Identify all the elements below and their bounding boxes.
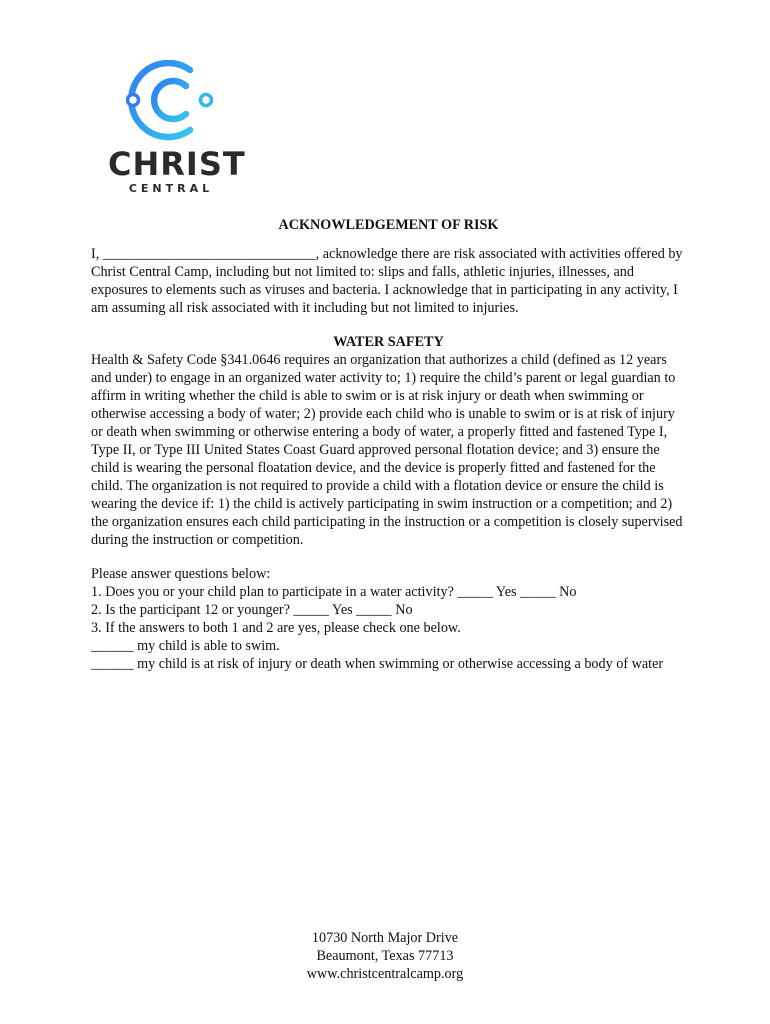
footer-address-line1: 10730 North Major Drive <box>311 930 459 946</box>
document-body <box>91 216 686 673</box>
footer <box>0 929 770 983</box>
logo-c-icon <box>126 60 216 144</box>
logo-name: CHRIST <box>108 145 246 183</box>
option-able-to-swim: ______ my child is able to swim. <box>91 638 280 654</box>
logo <box>108 60 246 198</box>
logo-subname: CENTRAL <box>128 182 214 195</box>
option-at-risk: ______ my child is at risk of injury or death when swimming or otherwise accessing a body of water <box>91 656 664 672</box>
ack-paragraph: I, ______________________________, acknowledge there are risk associated with activities offered by Christ Central Camp, including but not limited to: slips and falls, athletic injuries, illnesses, and exposures to elements such as viruses and bacteria. I acknowledge that in participating in any activity, I am assuming all risk associated with it including but not limited to injuries. <box>91 246 683 316</box>
questions-intro: Please answer questions below: <box>91 566 271 582</box>
ack-title: ACKNOWLEDGEMENT OF RISK <box>278 217 499 233</box>
footer-address-line2: Beaumont, Texas 77713 <box>316 948 454 964</box>
question-1: 1. Does you or your child plan to participate in a water activity? _____ Yes _____ No <box>91 584 577 600</box>
question-3: 3. If the answers to both 1 and 2 are yes, please check one below. <box>91 620 461 636</box>
footer-website: www.christcentralcamp.org <box>306 966 464 982</box>
water-title: WATER SAFETY <box>333 334 444 350</box>
water-paragraph: Health & Safety Code §341.0646 requires an organization that authorizes a child (defined as 12 years and under) to engage in an organized water activity to; 1) require the child’s parent or legal guardian to affirm in writing whether the child is able to swim or is at risk injury or death when swimming or otherwise accessing a body of water; 2) provide each child who is unable to swim or is at risk of injury or death when swimming or otherwise entering a body of water, a properly fitted and fastened Type I, Type II, or Type III United States Coast Guard approved personal flotation device; and 3) ensure the child is wearing the personal floatation device, and the device is properly fitted and fastened for the child. The organization is not required to provide a child with a flotation device or ensure the child is wearing the device if: 1) the child is actively participating in swim instruction or a competition; and 2) the organization ensures each child participating in the instruction or a competition is closely supervised during the instruction or competition. <box>91 352 683 548</box>
question-2: 2. Is the participant 12 or younger? _____ Yes _____ No <box>91 602 413 618</box>
